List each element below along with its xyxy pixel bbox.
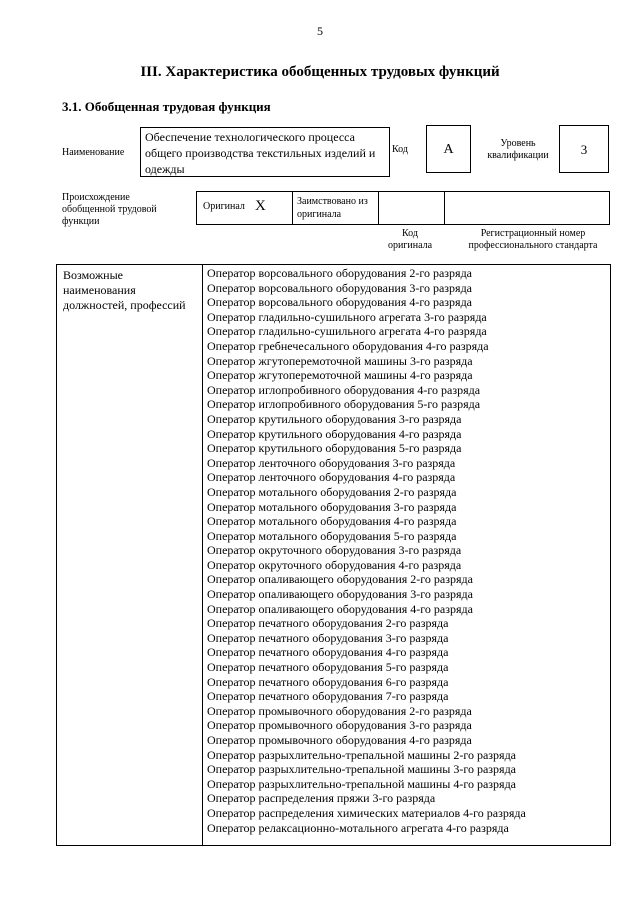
origin-label: Происхождение обобщенной трудовой функции: [62, 192, 157, 227]
positions-list: [207, 266, 607, 835]
position-item: Оператор жгутоперемоточной машины 3-го разряда: [207, 353, 473, 368]
name-label: Наименование: [62, 147, 125, 158]
position-item: Оператор мотального оборудования 2-го разряда: [207, 484, 457, 499]
position-item: Оператор опаливающего оборудования 2-го разряда: [207, 572, 473, 587]
position-item: Оператор крутильного оборудования 4-го разряда: [207, 426, 462, 441]
position-item: Оператор мотального оборудования 4-го разряда: [207, 514, 457, 529]
position-item: Оператор жгутоперемоточной машины 4-го разряда: [207, 368, 473, 383]
reg-number-caption: Регистрационный номер профессионального стандарта: [468, 228, 598, 251]
borrowed-label: Заимствовано из оригинала: [297, 196, 368, 220]
position-item: Оператор промывочного оборудования 4-го разряда: [207, 733, 472, 747]
positions-label: Возможные наименования должностей, профессий: [63, 268, 186, 312]
positions-table: [56, 264, 611, 846]
position-item: Оператор печатного оборудования 7-го разряда: [207, 689, 449, 704]
position-item: Оператор крутильного оборудования 3-го разряда: [207, 411, 462, 426]
function-name-value: Обеспечение технологического процесса общего производства текстильных изделий и одежды: [140, 127, 390, 177]
code-value: A: [426, 125, 471, 173]
origin-reg-cell: [445, 192, 609, 224]
position-item: Оператор ленточного оборудования 4-го разряда: [207, 470, 456, 485]
qualification-level-label: Уровень квалификации: [487, 138, 549, 161]
position-item: Оператор ворсовального оборудования 2-го разряда: [207, 266, 473, 280]
original-mark: X: [255, 198, 266, 214]
position-item: Оператор ленточного оборудования 3-го разряда: [207, 455, 456, 470]
position-item: Оператор мотального оборудования 3-го разряда: [207, 499, 457, 514]
position-item: Оператор мотального оборудования 5-го разряда: [207, 528, 457, 543]
position-item: Оператор печатного оборудования 4-го разряда: [207, 645, 449, 660]
position-item: Оператор гладильно-сушильного агрегата 3-го разряда: [207, 309, 487, 324]
position-item: Оператор иглопробивного оборудования 5-го разряда: [207, 397, 481, 412]
section-title: III. Характеристика обобщенных трудовых функций: [140, 64, 500, 80]
position-item: Оператор гладильно-сушильного агрегата 4-го разряда: [207, 324, 487, 339]
position-item: Оператор распределения пряжи 3-го разряда: [207, 791, 436, 806]
position-item: Оператор распределения химических материалов 4-го разряда: [207, 805, 526, 820]
position-item: Оператор печатного оборудования 2-го разряда: [207, 616, 449, 631]
position-item: Оператор промывочного оборудования 3-го разряда: [207, 718, 472, 733]
position-item: Оператор релаксационно-мотального агрегата 4-го разряда: [207, 820, 509, 835]
position-item: Оператор ворсовального оборудования 3-го разряда: [207, 280, 473, 295]
position-item: Оператор гребнечесального оборудования 4-го разряда: [207, 338, 489, 353]
original-label: Оригинал: [203, 201, 245, 212]
position-item: Оператор печатного оборудования 6-го разряда: [207, 674, 449, 689]
positions-divider: [202, 265, 203, 845]
position-item: Оператор печатного оборудования 5-го разряда: [207, 660, 449, 675]
position-item: Оператор разрыхлительно-трепальной машины 4-го разряда: [207, 776, 516, 791]
position-item: Оператор разрыхлительно-трепальной машины 2-го разряда: [207, 747, 516, 762]
position-item: Оператор опаливающего оборудования 4-го разряда: [207, 601, 473, 616]
qualification-level-value: 3: [559, 125, 609, 173]
position-item: Оператор иглопробивного оборудования 4-го разряда: [207, 382, 481, 397]
origin-code-cell: [379, 192, 445, 224]
position-item: Оператор окруточного оборудования 3-го разряда: [207, 543, 462, 558]
subsection-title: 3.1. Обобщенная трудовая функция: [62, 99, 271, 114]
position-item: Оператор промывочного оборудования 2-го разряда: [207, 703, 472, 718]
code-label: Код: [392, 144, 408, 155]
position-item: Оператор крутильного оборудования 5-го разряда: [207, 441, 462, 456]
position-item: Оператор разрыхлительно-трепальной машины 3-го разряда: [207, 762, 516, 777]
position-item: Оператор окруточного оборудования 4-го разряда: [207, 557, 462, 572]
code-original-caption: Код оригинала: [387, 228, 433, 251]
position-item: Оператор печатного оборудования 3-го разряда: [207, 630, 449, 645]
position-item: Оператор опаливающего оборудования 3-го разряда: [207, 587, 473, 602]
position-item: Оператор ворсовального оборудования 4-го разряда: [207, 295, 473, 310]
page-number: 5: [317, 24, 323, 38]
